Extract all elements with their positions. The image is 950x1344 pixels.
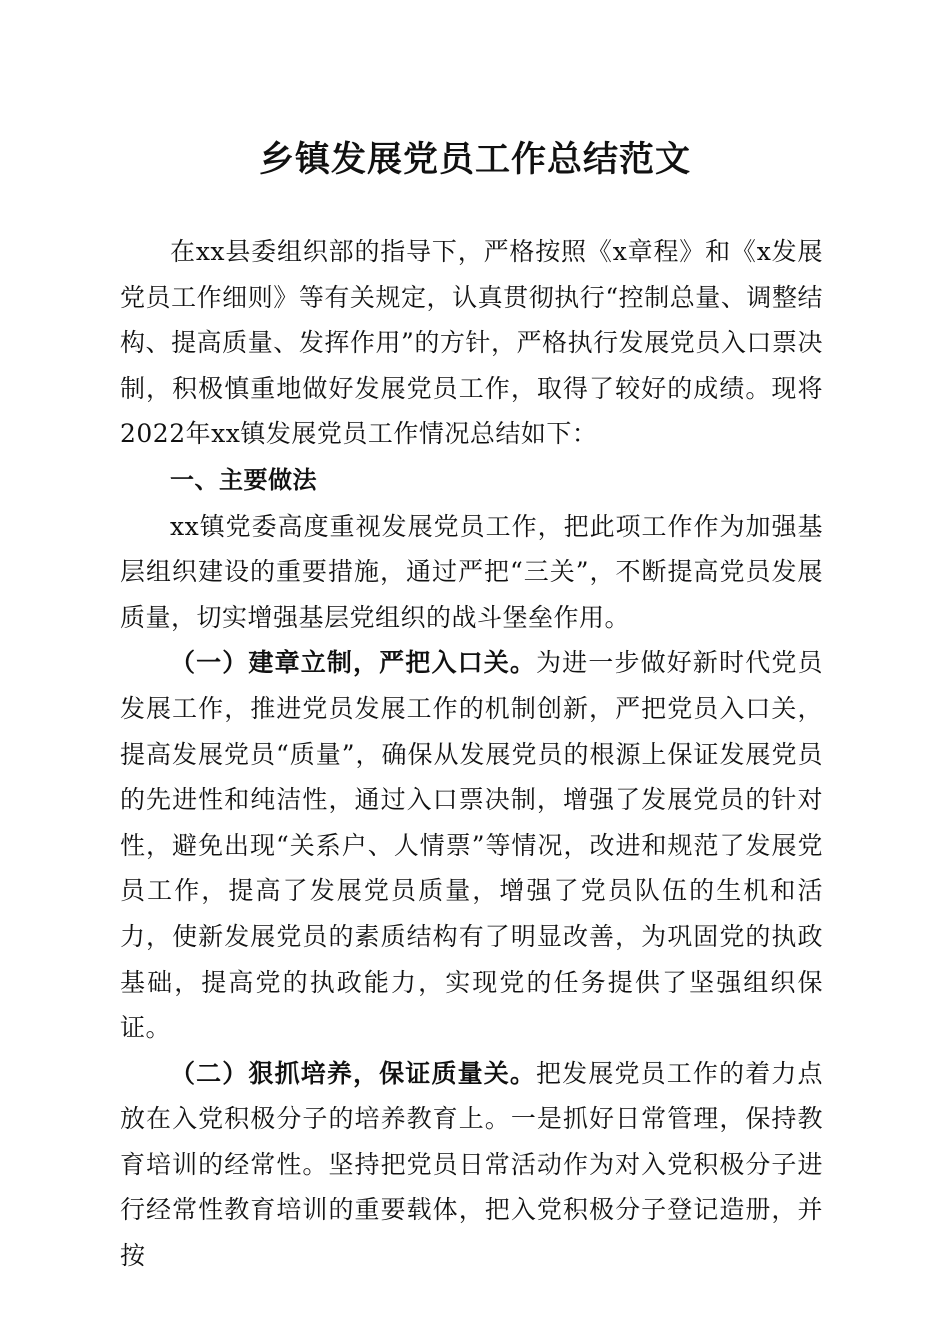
intro-paragraph: 在xx县委组织部的指导下，严格按照《x章程》和《x发展党员工作细则》等有关规定，认真贯彻执行“控制总量、调整结构、提高质量、发挥作用”的方针，严格执行发展党员入口票决制，积极慎重地做好发展党员工作，取得了较好的成绩。现将2022年xx镇发展党员工作情况总结如下：	[120, 237, 823, 449]
item-text-1: 为进一步做好新时代党员发展工作，推进党员发展工作的机制创新，严把党员入口关，提高发展党员“质量”，确保从发展党员的根源上保证发展党员的先进性和纯洁性，通过入口票决制，增强了发展党员的针对性，避免出现“关系户、人情票”等情况，改进和规范了发展党员工作，提高了发展党员质量，增强了党员队伍的生机和活力，使新发展党员的素质结构有了明显改善，为巩固党的执政基础，提高党的执政能力，实现党的任务提供了坚强组织保证。	[120, 648, 823, 1043]
document-body	[120, 229, 823, 1279]
item-paragraph-1	[120, 640, 823, 1050]
item-heading-1: （一）建章立制，严把入口关。	[170, 648, 537, 678]
document-title: 乡镇发展党员工作总结范文	[258, 139, 691, 180]
section-heading-main-practices	[120, 457, 823, 504]
item-text-2: 把发展党员工作的着力点放在入党积极分子的培养教育上。一是抓好日常管理，保持教育培训的经常性。坚持把党员日常活动作为对入党积极分子进行经常性教育培训的重要载体，把入党积极分子登记造册，并按	[120, 1058, 823, 1271]
item-heading-2: （二）狠抓培养，保证质量关。	[170, 1058, 537, 1088]
section-heading-text: 一、主要做法	[170, 465, 317, 494]
item-paragraph-2	[120, 1051, 823, 1279]
section-paragraph: xx镇党委高度重视发展党员工作，把此项工作作为加强基层组织建设的重要措施，通过严把“三关”，不断提高党员发展质量，切实增强基层党组织的战斗堡垒作用。	[120, 511, 823, 632]
